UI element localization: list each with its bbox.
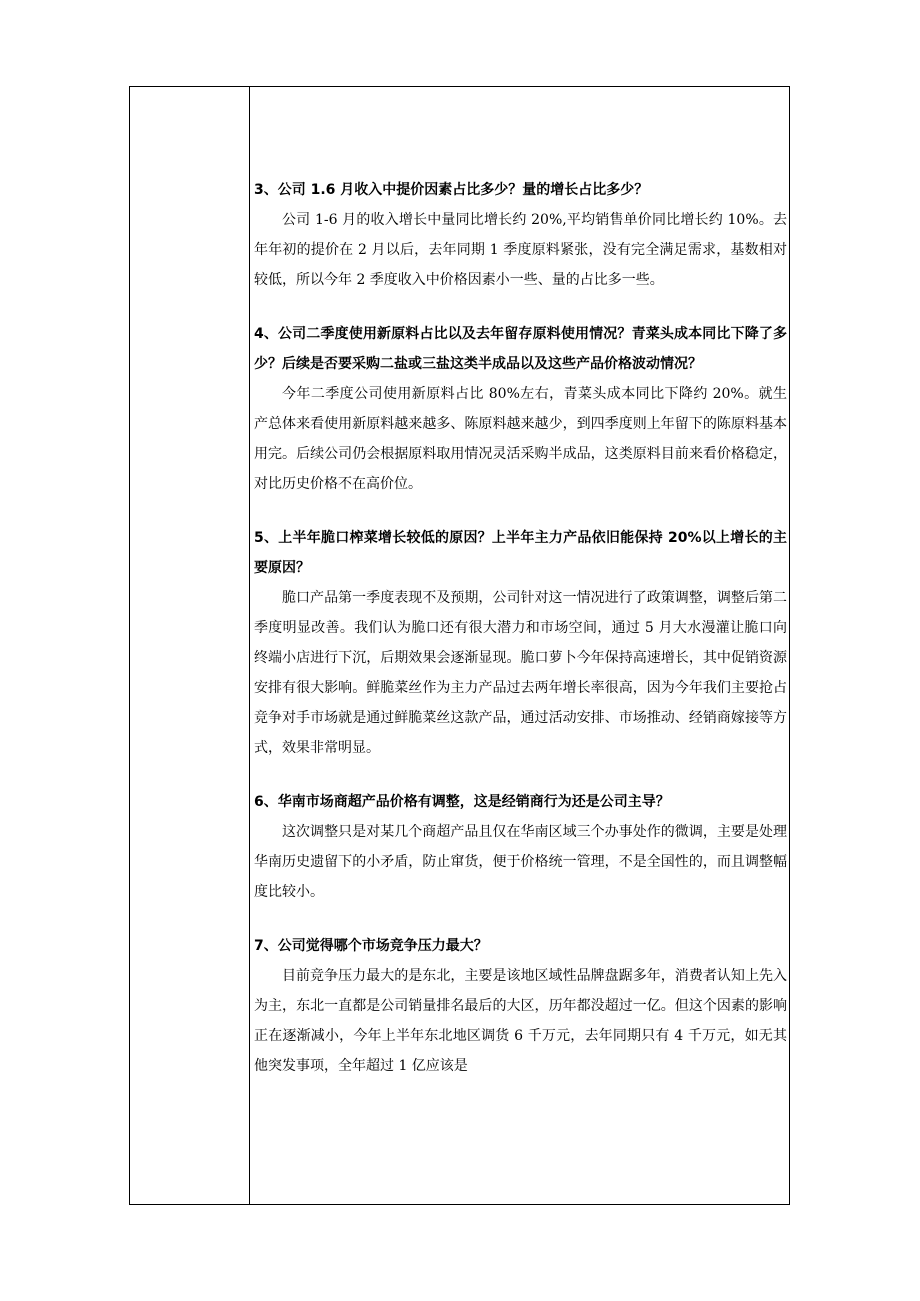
question-6: 6、华南市场商超产品价格有调整，这是经销商行为还是公司主导？ <box>254 794 670 810</box>
answer-6: 这次调整只是对某几个商超产品且仅在华南区域三个办事处作的微调，主要是处理华南历史遗留下的小矛盾，防止窜货，便于价格统一管理，不是全国性的，而且调整幅度比较小。 <box>254 824 787 900</box>
qa-item-4 <box>254 319 787 499</box>
answer-4: 今年二季度公司使用新原料占比 80%左右，青菜头成本同比下降约 20%。就生产总体来看使用新原料越来越多、陈原料越来越少，到四季度则上年留下的陈原料基本用完。后续公司仍会根据原料取用情况灵活采购半成品，这类原料目前来看价格稳定，对比历史价格不在高价位。 <box>254 386 787 492</box>
answer-5: 脆口产品第一季度表现不及预期，公司针对这一情况进行了政策调整，调整后第二季度明显改善。我们认为脆口还有很大潜力和市场空间，通过 5 月大水漫灌让脆口向终端小店进行下沉，后期效果会逐渐显现。脆口萝卜今年保持高速增长，其中促销资源安排有很大影响。鲜脆菜丝作为主力产品过去两年增长率很高，因为今年我们主要抢占竞争对手市场就是通过鲜脆菜丝这款产品，通过活动安排、市场推动、经销商嫁接等方式，效果非常明显。 <box>254 590 787 756</box>
qa-item-7 <box>254 931 787 1081</box>
question-5: 5、上半年脆口榨菜增长较低的原因？上半年主力产品依旧能保持 20%以上增长的主要原因？ <box>254 530 787 576</box>
qa-item-6 <box>254 787 787 907</box>
question-4: 4、公司二季度使用新原料占比以及去年留存原料使用情况？青菜头成本同比下降了多少？后续是否要采购二盐或三盐这类半成品以及这些产品价格波动情况？ <box>254 326 787 372</box>
qa-item-3 <box>254 175 787 295</box>
answer-3: 公司 1-6 月的收入增长中量同比增长约 20%,平均销售单价同比增长约 10%。去年年初的提价在 2 月以后，去年同期 1 季度原料紧张，没有完全满足需求，基数相对较低，所以今年 2 季度收入中价格因素小一些、量的占比多一些。 <box>254 212 787 288</box>
question-7: 7、公司觉得哪个市场竞争压力最大？ <box>254 938 488 954</box>
answer-7: 目前竞争压力最大的是东北，主要是该地区域性品牌盘踞多年，消费者认知上先入为主，东北一直都是公司销量排名最后的大区，历年都没超过一亿。但这个因素的影响正在逐渐减小，今年上半年东北地区调货 6 千万元，去年同期只有 4 千万元，如无其他突发事项，全年超过 1 亿应该是 <box>254 968 787 1074</box>
content-table <box>129 86 790 1205</box>
qa-item-5 <box>254 523 787 763</box>
question-3: 3、公司 1.6 月收入中提价因素占比多少？量的增长占比多少？ <box>254 182 649 198</box>
table-left-column <box>130 87 250 1204</box>
table-content-cell <box>251 87 789 1204</box>
